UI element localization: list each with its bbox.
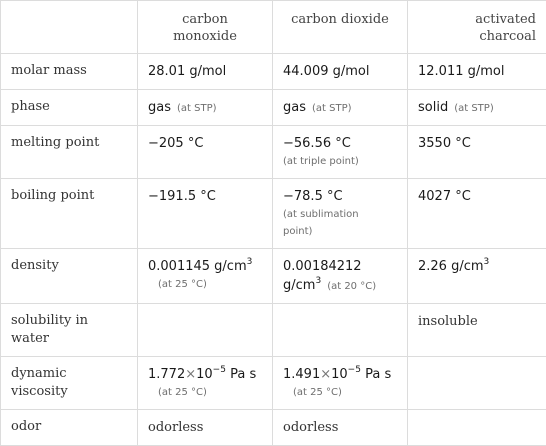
row-label: melting point: [1, 126, 138, 179]
solubility-carbon-dioxide: [273, 304, 408, 357]
density-carbon-dioxide: [273, 249, 408, 304]
density-carbon-monoxide: [138, 249, 273, 304]
row-viscosity: [1, 357, 546, 410]
row-label: molar mass: [1, 54, 138, 90]
viscosity-base: 10: [331, 367, 348, 382]
density-activated-charcoal: [408, 249, 546, 304]
density-exponent: 3: [484, 257, 490, 267]
phase-value: gas: [283, 100, 306, 115]
row-label: [1, 304, 138, 357]
viscosity-mantissa: 1.491: [283, 367, 320, 382]
melting-point-carbon-monoxide: −205 °C: [138, 126, 273, 179]
boiling-point-carbon-monoxide: −191.5 °C: [138, 179, 273, 249]
phase-activated-charcoal: [408, 90, 546, 126]
row-label: boiling point: [1, 179, 138, 249]
viscosity-unit: Pa s: [230, 367, 256, 382]
density-value: 2.26 g/cm: [418, 259, 484, 274]
header-empty-cell: [1, 1, 138, 54]
solubility-activated-charcoal: insoluble: [408, 304, 546, 357]
header-carbon-monoxide: carbon monoxide: [138, 1, 273, 54]
density-note: (at 20 °C): [327, 281, 376, 292]
viscosity-exponent: −5: [348, 365, 361, 375]
viscosity-carbon-monoxide: [138, 357, 273, 410]
row-boiling-point: [1, 179, 546, 249]
density-exponent: 3: [247, 257, 253, 267]
row-label-line: water: [11, 330, 127, 348]
odor-carbon-monoxide: odorless: [138, 410, 273, 446]
viscosity-base: 10: [196, 367, 213, 382]
row-density: [1, 249, 546, 304]
density-note: (at 25 °C): [148, 276, 262, 293]
density-value: 0.001145 g/cm: [148, 259, 247, 274]
boiling-point-carbon-dioxide: [273, 179, 408, 249]
odor-carbon-dioxide: odorless: [273, 410, 408, 446]
boiling-point-note: point): [283, 223, 397, 240]
row-label: [1, 357, 138, 410]
melting-point-activated-charcoal: 3550 °C: [408, 126, 546, 179]
melting-point-carbon-dioxide: [273, 126, 408, 179]
viscosity-activated-charcoal: [408, 357, 546, 410]
density-unit: g/cm: [283, 278, 315, 293]
row-label-line: dynamic: [11, 365, 127, 383]
phase-value: gas: [148, 100, 171, 115]
viscosity-mantissa: 1.772: [148, 367, 185, 382]
molar-mass-carbon-monoxide: 28.01 g/mol: [138, 54, 273, 90]
molar-mass-activated-charcoal: 12.011 g/mol: [408, 54, 546, 90]
header-carbon-dioxide: carbon dioxide: [273, 1, 408, 54]
row-label: odor: [1, 410, 138, 446]
melting-point-note: (at triple point): [283, 153, 397, 170]
phase-note: (at STP): [177, 103, 217, 114]
viscosity-exponent: −5: [213, 365, 226, 375]
row-label-line: solubility in: [11, 312, 127, 330]
header-activated-charcoal: activated charcoal: [408, 1, 546, 54]
density-value: 0.00184212: [283, 257, 397, 276]
boiling-point-value: −78.5 °C: [283, 187, 397, 206]
row-label: phase: [1, 90, 138, 126]
row-phase: [1, 90, 546, 126]
row-label: density: [1, 249, 138, 304]
molar-mass-carbon-dioxide: 44.009 g/mol: [273, 54, 408, 90]
row-solubility: [1, 304, 546, 357]
phase-note: (at STP): [312, 103, 352, 114]
phase-value: solid: [418, 100, 448, 115]
odor-activated-charcoal: [408, 410, 546, 446]
viscosity-note: (at 25 °C): [283, 384, 397, 401]
row-molar-mass: [1, 54, 546, 90]
viscosity-carbon-dioxide: [273, 357, 408, 410]
row-label-line: viscosity: [11, 383, 127, 401]
phase-carbon-dioxide: [273, 90, 408, 126]
row-melting-point: [1, 126, 546, 179]
phase-carbon-monoxide: [138, 90, 273, 126]
boiling-point-note: (at sublimation: [283, 206, 397, 223]
header-row: [1, 1, 546, 54]
density-exponent: 3: [315, 276, 321, 286]
solubility-carbon-monoxide: [138, 304, 273, 357]
times-sign: ×: [185, 367, 196, 382]
row-odor: [1, 410, 546, 446]
viscosity-unit: Pa s: [365, 367, 391, 382]
melting-point-value: −56.56 °C: [283, 134, 397, 153]
phase-note: (at STP): [454, 103, 494, 114]
boiling-point-activated-charcoal: 4027 °C: [408, 179, 546, 249]
viscosity-note: (at 25 °C): [148, 384, 262, 401]
times-sign: ×: [320, 367, 331, 382]
